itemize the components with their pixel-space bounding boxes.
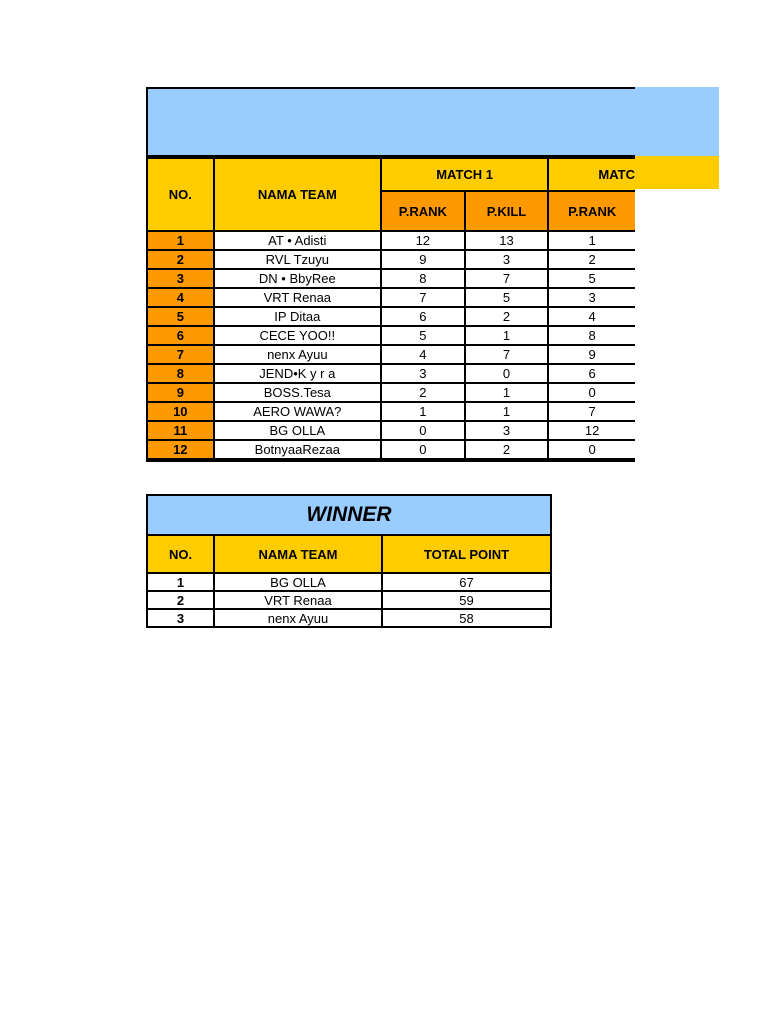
winner-total: 58 xyxy=(382,609,551,627)
table-row xyxy=(148,345,635,364)
match1-kill: 1 xyxy=(465,326,549,345)
match1-kill: 13 xyxy=(465,231,549,250)
winner-row xyxy=(147,591,551,609)
match2-rank: 4 xyxy=(548,307,635,326)
table-row xyxy=(148,288,635,307)
team-name: IP Ditaa xyxy=(214,307,381,326)
team-name: BOSS.Tesa xyxy=(214,383,381,402)
table-row xyxy=(148,269,635,288)
winner-team: BG OLLA xyxy=(214,573,382,591)
table-row xyxy=(148,383,635,402)
match1-kill: 5 xyxy=(465,288,549,307)
winner-header-team: NAMA TEAM xyxy=(214,535,382,573)
row-number: 8 xyxy=(148,364,214,383)
match2-rank: 1 xyxy=(548,231,635,250)
match2-rank: 3 xyxy=(548,288,635,307)
row-number: 3 xyxy=(148,269,214,288)
header-pkill-1: P.KILL xyxy=(465,191,549,231)
winner-team: VRT Renaa xyxy=(214,591,382,609)
row-number: 6 xyxy=(148,326,214,345)
match1-rank: 6 xyxy=(381,307,465,326)
team-name: CECE YOO!! xyxy=(214,326,381,345)
match2-rank: 7 xyxy=(548,402,635,421)
team-name: BG OLLA xyxy=(214,421,381,440)
match1-rank: 4 xyxy=(381,345,465,364)
match1-rank: 2 xyxy=(381,383,465,402)
match1-kill: 7 xyxy=(465,269,549,288)
row-number: 1 xyxy=(148,231,214,250)
winner-rank: 3 xyxy=(147,609,214,627)
match2-rank: 6 xyxy=(548,364,635,383)
row-number: 11 xyxy=(148,421,214,440)
team-name: BotnyaaRezaa xyxy=(214,440,381,459)
match1-kill: 3 xyxy=(465,421,549,440)
match1-kill: 2 xyxy=(465,440,549,459)
match1-rank: 7 xyxy=(381,288,465,307)
match1-rank: 1 xyxy=(381,402,465,421)
header-match-2: MATC xyxy=(548,158,635,191)
table-row xyxy=(148,231,635,250)
row-number: 4 xyxy=(148,288,214,307)
match2-rank: 0 xyxy=(548,383,635,402)
match1-rank: 8 xyxy=(381,269,465,288)
match1-rank: 9 xyxy=(381,250,465,269)
row-number: 5 xyxy=(148,307,214,326)
header-prank-1: P.RANK xyxy=(381,191,465,231)
table-row xyxy=(148,364,635,383)
match2-rank: 12 xyxy=(548,421,635,440)
winner-row xyxy=(147,609,551,627)
match1-rank: 3 xyxy=(381,364,465,383)
team-name: AERO WAWA? xyxy=(214,402,381,421)
scoreboard-banner xyxy=(148,89,635,157)
match1-kill: 3 xyxy=(465,250,549,269)
match1-rank: 0 xyxy=(381,421,465,440)
row-number: 7 xyxy=(148,345,214,364)
header-no: NO. xyxy=(148,158,214,231)
header-prank-2: P.RANK xyxy=(548,191,635,231)
winner-table xyxy=(146,494,552,628)
header-team: NAMA TEAM xyxy=(214,158,381,231)
team-name: AT • Adisti xyxy=(214,231,381,250)
match1-rank: 5 xyxy=(381,326,465,345)
banner-extension xyxy=(635,87,719,156)
team-name: VRT Renaa xyxy=(214,288,381,307)
header-match-1: MATCH 1 xyxy=(381,158,548,191)
match-header-extension xyxy=(635,156,719,189)
table-row xyxy=(148,421,635,440)
table-row xyxy=(148,440,635,459)
winner-header-total: TOTAL POINT xyxy=(382,535,551,573)
match2-rank: 2 xyxy=(548,250,635,269)
match1-kill: 1 xyxy=(465,383,549,402)
scoreboard-table xyxy=(146,87,635,462)
row-number: 12 xyxy=(148,440,214,459)
winner-row xyxy=(147,573,551,591)
match1-kill: 0 xyxy=(465,364,549,383)
winner-team: nenx Ayuu xyxy=(214,609,382,627)
winner-total: 59 xyxy=(382,591,551,609)
match2-rank: 8 xyxy=(548,326,635,345)
row-number: 9 xyxy=(148,383,214,402)
winner-total: 67 xyxy=(382,573,551,591)
row-number: 10 xyxy=(148,402,214,421)
team-name: DN • BbyRee xyxy=(214,269,381,288)
table-row xyxy=(148,402,635,421)
match1-kill: 1 xyxy=(465,402,549,421)
table-row xyxy=(148,326,635,345)
match1-rank: 12 xyxy=(381,231,465,250)
match1-kill: 2 xyxy=(465,307,549,326)
table-row xyxy=(148,250,635,269)
match1-kill: 7 xyxy=(465,345,549,364)
winner-rank: 1 xyxy=(147,573,214,591)
winner-header-no: NO. xyxy=(147,535,214,573)
match2-rank: 9 xyxy=(548,345,635,364)
winner-rank: 2 xyxy=(147,591,214,609)
team-name: nenx Ayuu xyxy=(214,345,381,364)
match2-rank: 0 xyxy=(548,440,635,459)
team-name: RVL Tzuyu xyxy=(214,250,381,269)
match1-rank: 0 xyxy=(381,440,465,459)
winner-title: WINNER xyxy=(147,495,551,535)
team-name: JEND•K y r a xyxy=(214,364,381,383)
row-number: 2 xyxy=(148,250,214,269)
match2-rank: 5 xyxy=(548,269,635,288)
table-row xyxy=(148,307,635,326)
